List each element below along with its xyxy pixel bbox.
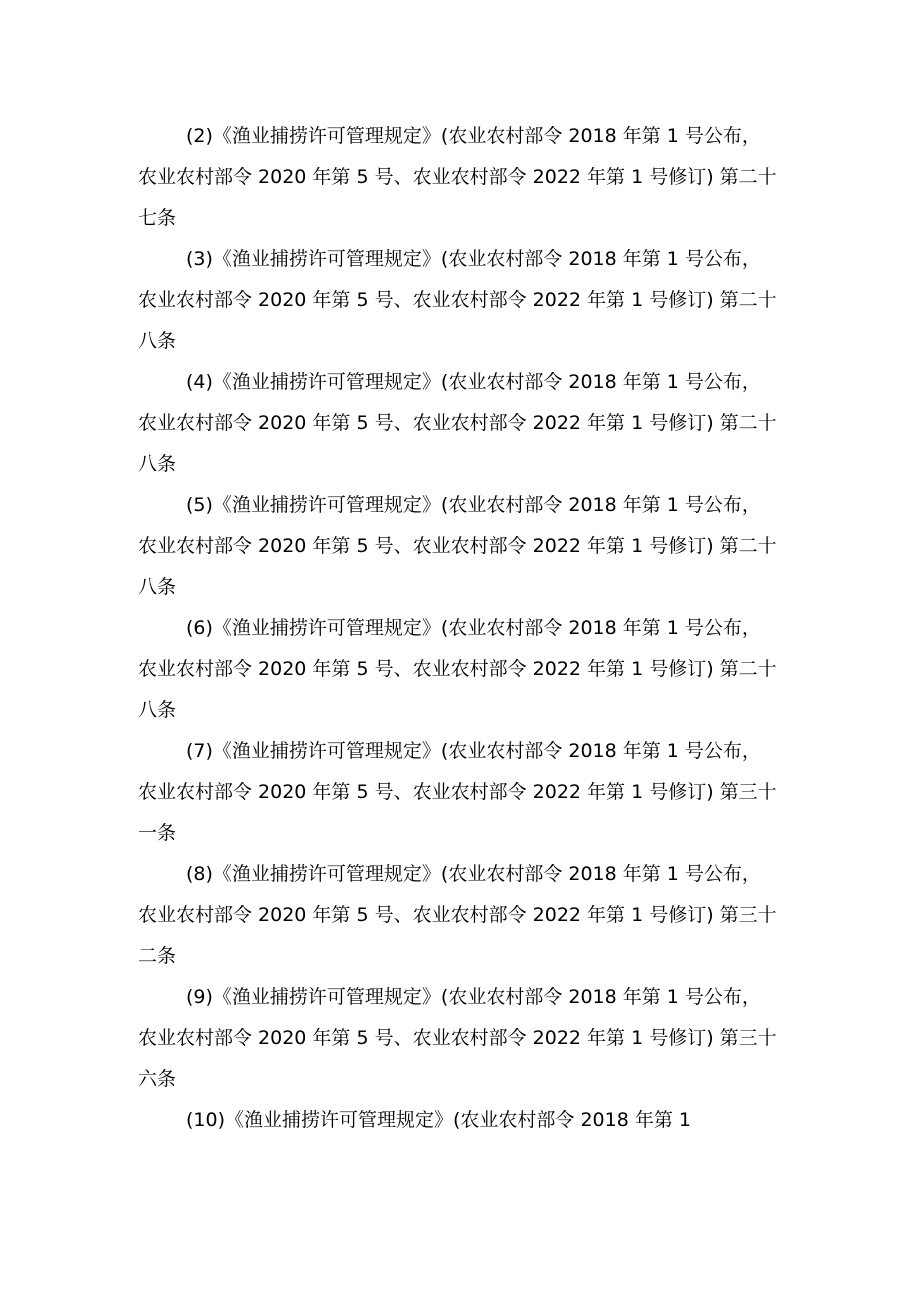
paragraph-line: (2)《渔业捕捞许可管理规定》(农业农村部令 2018 年第 1 号公布， — [186, 125, 761, 147]
paragraph-line: 八条 — [138, 699, 177, 721]
paragraph-line: (9)《渔业捕捞许可管理规定》(农业农村部令 2018 年第 1 号公布， — [186, 986, 761, 1008]
legal-citation-paragraph — [138, 116, 788, 239]
paragraph-line: (7)《渔业捕捞许可管理规定》(农业农村部令 2018 年第 1 号公布， — [186, 740, 761, 762]
paragraph-line: (6)《渔业捕捞许可管理规定》(农业农村部令 2018 年第 1 号公布， — [186, 617, 761, 639]
legal-citation-paragraph — [138, 608, 788, 731]
paragraph-line: 农业农村部令 2020 年第 5 号、农业农村部令 2022 年第 1 号修订) 第二十 — [138, 535, 777, 557]
paragraph-line: 农业农村部令 2020 年第 5 号、农业农村部令 2022 年第 1 号修订) 第三十 — [138, 1027, 777, 1049]
paragraph-line: (10)《渔业捕捞许可管理规定》(农业农村部令 2018 年第 1 — [186, 1109, 691, 1131]
paragraph-line: 八条 — [138, 453, 177, 475]
paragraph-line: (8)《渔业捕捞许可管理规定》(农业农村部令 2018 年第 1 号公布， — [186, 863, 761, 885]
paragraph-line: 八条 — [138, 330, 177, 352]
paragraph-line: 农业农村部令 2020 年第 5 号、农业农村部令 2022 年第 1 号修订) 第二十 — [138, 412, 777, 434]
legal-citation-paragraph — [138, 977, 788, 1100]
legal-citation-paragraph — [138, 854, 788, 977]
paragraph-line: 农业农村部令 2020 年第 5 号、农业农村部令 2022 年第 1 号修订) 第三十 — [138, 904, 777, 926]
paragraph-line: 农业农村部令 2020 年第 5 号、农业农村部令 2022 年第 1 号修订) 第三十 — [138, 781, 777, 803]
paragraph-line: (4)《渔业捕捞许可管理规定》(农业农村部令 2018 年第 1 号公布， — [186, 371, 761, 393]
paragraph-line: (5)《渔业捕捞许可管理规定》(农业农村部令 2018 年第 1 号公布， — [186, 494, 761, 516]
paragraph-line: 一条 — [138, 822, 177, 844]
legal-citation-paragraph — [138, 362, 788, 485]
legal-citation-paragraph — [138, 731, 788, 854]
paragraph-line: 农业农村部令 2020 年第 5 号、农业农村部令 2022 年第 1 号修订) 第二十 — [138, 166, 777, 188]
paragraph-line: (3)《渔业捕捞许可管理规定》(农业农村部令 2018 年第 1 号公布， — [186, 248, 761, 270]
paragraph-line: 八条 — [138, 576, 177, 598]
legal-citation-paragraph — [138, 239, 788, 362]
paragraph-line: 七条 — [138, 207, 177, 229]
paragraph-line: 六条 — [138, 1068, 177, 1090]
legal-citation-paragraph — [138, 485, 788, 608]
paragraph-line: 农业农村部令 2020 年第 5 号、农业农村部令 2022 年第 1 号修订) 第二十 — [138, 289, 777, 311]
paragraph-line: 二条 — [138, 945, 177, 967]
legal-citation-paragraph — [138, 1100, 788, 1141]
paragraph-line: 农业农村部令 2020 年第 5 号、农业农村部令 2022 年第 1 号修订) 第二十 — [138, 658, 777, 680]
